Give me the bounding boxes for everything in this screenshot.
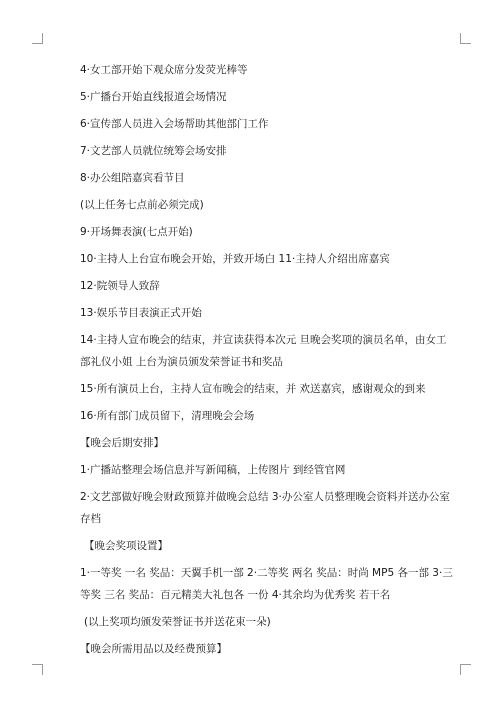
section-heading: 【晚会所需用品以及经费预算】 (80, 643, 227, 655)
paragraph: 1·广播站整理会场信息并写新闻稿，上传图片 到经管官网 (80, 464, 346, 476)
paragraph: 13·娱乐节目表演正式开始 (80, 307, 202, 319)
crop-mark-top-left (32, 33, 43, 44)
paragraph: 9·开场舞表演(七点开始) (80, 226, 193, 238)
crop-mark-top-right (460, 33, 471, 44)
paragraph-note: (以上奖项均颁发荣誉证书并送花束一朵) (84, 616, 271, 628)
paragraph-line: 2·文艺部做好晚会财政预算并做晚会总结 3·办公室人员整理晚会资料并送办公室 (80, 491, 450, 503)
paragraph-line: 1·一等奖 一名 奖品：天翼手机一部 2·二等奖 两名 奖品：时尚 MP5 各一部 3·三 (80, 567, 453, 579)
paragraph: 7·文艺部人员就位统筹会场安排 (80, 145, 227, 157)
paragraph: 16·所有部门成员留下，清理晚会会场 (80, 410, 255, 422)
paragraph: 6·宣传部人员进入会场帮助其他部门工作 (80, 118, 269, 130)
paragraph: 8·办公组陪嘉宾看节目 (80, 172, 185, 184)
crop-mark-bottom-right (460, 664, 471, 675)
paragraph-line: 等奖 三名 奖品：百元精美大礼包各 一份 4·其余均为优秀奖 若干名 (80, 589, 391, 601)
paragraph: 4·女工部开始下观众席分发荧光棒等 (80, 64, 248, 76)
paragraph-line: 部礼仪小姐 上台为演员颁发荣誉证书和奖品 (80, 356, 283, 368)
paragraph: 15·所有演员上台，主持人宣布晚会的结束，并 欢送嘉宾，感谢观众的到来 (80, 383, 426, 395)
paragraph: 12·院领导人致辞 (80, 280, 160, 292)
crop-mark-bottom-left (32, 664, 43, 675)
paragraph: 10·主持人上台宣布晚会开始，并致开场白 11·主持人介绍出席嘉宾 (80, 253, 390, 265)
paragraph: 5·广播台开始直线报道会场情况 (80, 91, 227, 103)
section-heading: 【晚会后期安排】 (80, 437, 164, 449)
paragraph-line: 存档 (80, 513, 101, 525)
paragraph-line: 14·主持人宣布晚会的结束，并宣读获得本次元 旦晚会奖项的演员名单，由女工 (80, 334, 447, 346)
document-body (80, 63, 452, 669)
section-heading: 【晚会奖项设置】 (84, 540, 168, 552)
paragraph-note: (以上任务七点前必须完成) (80, 199, 204, 211)
